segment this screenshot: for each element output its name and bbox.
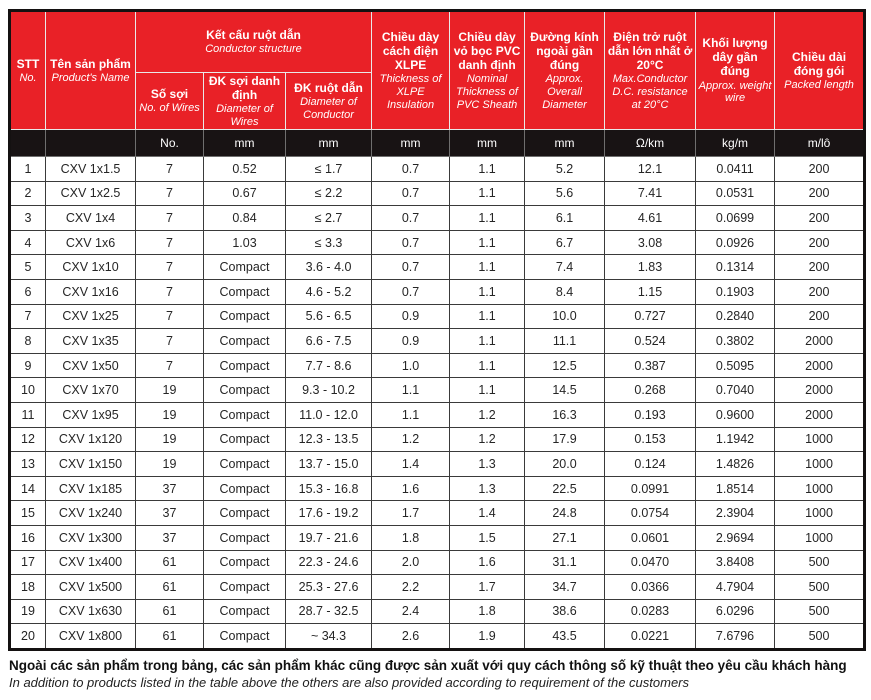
cell-no-of-wires: 7 [136, 206, 204, 231]
col-header-xlpe-vi: Chiều dày cách điện XLPE [381, 29, 440, 73]
col-header-resistance-en: Max.Conductor D.C. resistance at 20°C [612, 73, 688, 111]
cell-stt: 8 [10, 329, 46, 354]
cell-overall-diameter: 20.0 [525, 452, 605, 477]
cell-dc-resistance: 0.727 [605, 304, 696, 329]
cell-dia-of-wires: Compact [204, 402, 286, 427]
cell-weight: 1.4826 [696, 452, 775, 477]
table-row [10, 279, 865, 304]
cell-stt: 13 [10, 452, 46, 477]
cell-pvc-thickness: 1.1 [450, 230, 525, 255]
cell-dc-resistance: 1.15 [605, 279, 696, 304]
cell-no-of-wires: 61 [136, 624, 204, 650]
cell-product-name: CXV 1x120 [46, 427, 136, 452]
unit-xlpe: mm [372, 130, 450, 157]
table-row [10, 501, 865, 526]
cell-packed-length: 1000 [775, 476, 865, 501]
cell-dia-of-conductor: 7.7 - 8.6 [286, 353, 372, 378]
cell-pvc-thickness: 1.1 [450, 181, 525, 206]
cell-xlpe-thickness: 0.9 [372, 304, 450, 329]
cell-stt: 20 [10, 624, 46, 650]
cell-product-name: CXV 1x35 [46, 329, 136, 354]
cell-dc-resistance: 0.0991 [605, 476, 696, 501]
cell-product-name: CXV 1x50 [46, 353, 136, 378]
cell-dc-resistance: 0.387 [605, 353, 696, 378]
col-header-packed-en: Packed length [784, 78, 854, 91]
cell-product-name: CXV 1x10 [46, 255, 136, 280]
unit-resistance: Ω/km [605, 130, 696, 157]
cell-dia-of-wires: Compact [204, 476, 286, 501]
cell-dia-of-conductor: ≤ 2.7 [286, 206, 372, 231]
cell-packed-length: 200 [775, 157, 865, 182]
cell-dia-of-wires: Compact [204, 304, 286, 329]
cell-dia-of-conductor: 4.6 - 5.2 [286, 279, 372, 304]
col-header-dia-conductor-vi: ĐK ruột dẫn [294, 80, 363, 95]
cell-pvc-thickness: 1.9 [450, 624, 525, 650]
cell-dia-of-wires: Compact [204, 255, 286, 280]
cell-pvc-thickness: 1.1 [450, 255, 525, 280]
cell-dc-resistance: 3.08 [605, 230, 696, 255]
cell-xlpe-thickness: 0.9 [372, 329, 450, 354]
cell-product-name: CXV 1x185 [46, 476, 136, 501]
table-row [10, 575, 865, 600]
col-header-dia-conductor-en: Diameter of Conductor [300, 95, 357, 121]
cell-dia-of-conductor: 19.7 - 21.6 [286, 525, 372, 550]
col-header-weight-en: Approx. weight wire [698, 79, 772, 105]
cell-dia-of-conductor: 28.7 - 32.5 [286, 599, 372, 624]
cell-product-name: CXV 1x2.5 [46, 181, 136, 206]
cell-weight: 0.2840 [696, 304, 775, 329]
cell-pvc-thickness: 1.1 [450, 353, 525, 378]
col-header-conductor-vi: Kết cấu ruột dẫn [206, 28, 301, 43]
cell-overall-diameter: 5.6 [525, 181, 605, 206]
cell-weight: 0.1903 [696, 279, 775, 304]
col-header-od-en: Approx. Overall Diameter [542, 73, 587, 111]
cell-no-of-wires: 19 [136, 402, 204, 427]
cell-packed-length: 2000 [775, 402, 865, 427]
cell-pvc-thickness: 1.7 [450, 575, 525, 600]
col-header-product-vi: Tên sản phẩm [50, 56, 131, 71]
col-header-od-vi: Đường kính ngoài gần đúng [530, 29, 599, 73]
cell-dia-of-conductor: 22.3 - 24.6 [286, 550, 372, 575]
cell-weight: 2.3904 [696, 501, 775, 526]
cell-stt: 15 [10, 501, 46, 526]
cell-dia-of-conductor: 12.3 - 13.5 [286, 427, 372, 452]
table-row [10, 255, 865, 280]
cell-packed-length: 200 [775, 206, 865, 231]
cell-overall-diameter: 6.7 [525, 230, 605, 255]
cell-no-of-wires: 19 [136, 427, 204, 452]
cell-dc-resistance: 0.153 [605, 427, 696, 452]
cell-no-of-wires: 61 [136, 550, 204, 575]
cell-overall-diameter: 5.2 [525, 157, 605, 182]
cell-no-of-wires: 7 [136, 181, 204, 206]
cell-xlpe-thickness: 1.1 [372, 402, 450, 427]
cell-pvc-thickness: 1.5 [450, 525, 525, 550]
col-header-pvc-vi: Chiều dày vỏ bọc PVC danh định [453, 29, 521, 73]
cell-pvc-thickness: 1.1 [450, 304, 525, 329]
table-row [10, 476, 865, 501]
cell-dia-of-conductor: 11.0 - 12.0 [286, 402, 372, 427]
cell-weight: 0.1314 [696, 255, 775, 280]
cell-xlpe-thickness: 0.7 [372, 157, 450, 182]
cell-no-of-wires: 19 [136, 378, 204, 403]
unit-overall-diameter: mm [525, 130, 605, 157]
cell-xlpe-thickness: 2.2 [372, 575, 450, 600]
unit-dia-of-conductor: mm [286, 130, 372, 157]
cell-overall-diameter: 43.5 [525, 624, 605, 650]
cell-weight: 3.8408 [696, 550, 775, 575]
cell-packed-length: 200 [775, 230, 865, 255]
cell-overall-diameter: 6.1 [525, 206, 605, 231]
cell-no-of-wires: 61 [136, 599, 204, 624]
cell-no-of-wires: 7 [136, 353, 204, 378]
cell-product-name: CXV 1x630 [46, 599, 136, 624]
unit-dia-of-wires: mm [204, 130, 286, 157]
cell-xlpe-thickness: 1.0 [372, 353, 450, 378]
col-header-wires-en: No. of Wires [139, 102, 200, 115]
cell-xlpe-thickness: 1.7 [372, 501, 450, 526]
cell-dia-of-wires: Compact [204, 525, 286, 550]
cell-packed-length: 1000 [775, 452, 865, 477]
cell-overall-diameter: 17.9 [525, 427, 605, 452]
cell-stt: 16 [10, 525, 46, 550]
col-header-wires-vi: Số sợi [150, 87, 189, 102]
cell-dia-of-wires: Compact [204, 452, 286, 477]
cell-stt: 3 [10, 206, 46, 231]
cell-dia-of-wires: Compact [204, 550, 286, 575]
cell-dc-resistance: 0.0601 [605, 525, 696, 550]
cell-dia-of-conductor: ≤ 3.3 [286, 230, 372, 255]
cell-stt: 14 [10, 476, 46, 501]
cell-stt: 17 [10, 550, 46, 575]
cell-xlpe-thickness: 1.6 [372, 476, 450, 501]
footer-note [8, 651, 863, 691]
cell-xlpe-thickness: 1.1 [372, 378, 450, 403]
col-header-dc-resistance [605, 11, 696, 130]
cell-xlpe-thickness: 1.4 [372, 452, 450, 477]
col-header-pvc-thickness [450, 11, 525, 130]
cell-packed-length: 200 [775, 279, 865, 304]
table-row [10, 181, 865, 206]
col-header-dia-of-conductor [286, 73, 372, 130]
cell-no-of-wires: 7 [136, 157, 204, 182]
table-row [10, 599, 865, 624]
cell-stt: 11 [10, 402, 46, 427]
footer-note-en: In addition to products listed in the table above the others are also provided according to requirement of the customers [9, 674, 690, 690]
cell-xlpe-thickness: 2.6 [372, 624, 450, 650]
cell-no-of-wires: 61 [136, 575, 204, 600]
col-header-xlpe-en: Thickness of XLPE Insulation [379, 73, 442, 111]
cell-packed-length: 2000 [775, 329, 865, 354]
cell-product-name: CXV 1x300 [46, 525, 136, 550]
cell-dc-resistance: 0.0754 [605, 501, 696, 526]
unit-no-of-wires: No. [136, 130, 204, 157]
cell-stt: 5 [10, 255, 46, 280]
cell-xlpe-thickness: 0.7 [372, 181, 450, 206]
cell-dc-resistance: 12.1 [605, 157, 696, 182]
cell-stt: 9 [10, 353, 46, 378]
cable-spec-table [8, 9, 866, 651]
cell-dc-resistance: 1.83 [605, 255, 696, 280]
cell-packed-length: 2000 [775, 353, 865, 378]
table-row [10, 452, 865, 477]
cell-weight: 1.1942 [696, 427, 775, 452]
col-header-resistance-vi: Điện trở ruột dẫn lớn nhất ở 20°C [607, 29, 693, 73]
cell-packed-length: 2000 [775, 378, 865, 403]
cell-overall-diameter: 22.5 [525, 476, 605, 501]
cell-packed-length: 1000 [775, 501, 865, 526]
col-header-packed-length [775, 11, 865, 130]
cell-product-name: CXV 1x6 [46, 230, 136, 255]
table-row [10, 304, 865, 329]
cell-dia-of-wires: Compact [204, 378, 286, 403]
cell-dia-of-wires: 0.52 [204, 157, 286, 182]
cell-dia-of-conductor: ≤ 2.2 [286, 181, 372, 206]
cell-pvc-thickness: 1.1 [450, 206, 525, 231]
cell-dia-of-conductor: 5.6 - 6.5 [286, 304, 372, 329]
cell-pvc-thickness: 1.2 [450, 427, 525, 452]
cell-overall-diameter: 8.4 [525, 279, 605, 304]
col-header-xlpe-thickness [372, 11, 450, 130]
cell-weight: 2.9694 [696, 525, 775, 550]
cell-dia-of-wires: Compact [204, 427, 286, 452]
cell-dia-of-wires: Compact [204, 279, 286, 304]
cell-dc-resistance: 0.0366 [605, 575, 696, 600]
cell-pvc-thickness: 1.3 [450, 452, 525, 477]
cell-dc-resistance: 7.41 [605, 181, 696, 206]
cell-dia-of-wires: Compact [204, 624, 286, 650]
cell-stt: 19 [10, 599, 46, 624]
cell-dia-of-conductor: 17.6 - 19.2 [286, 501, 372, 526]
cell-pvc-thickness: 1.1 [450, 378, 525, 403]
col-header-weight [696, 11, 775, 130]
cell-weight: 0.3802 [696, 329, 775, 354]
cell-dc-resistance: 4.61 [605, 206, 696, 231]
cell-dc-resistance: 0.0283 [605, 599, 696, 624]
cell-product-name: CXV 1x16 [46, 279, 136, 304]
cell-weight: 4.7904 [696, 575, 775, 600]
cell-pvc-thickness: 1.1 [450, 329, 525, 354]
cell-packed-length: 200 [775, 304, 865, 329]
cell-no-of-wires: 7 [136, 230, 204, 255]
cell-weight: 6.0296 [696, 599, 775, 624]
cell-product-name: CXV 1x240 [46, 501, 136, 526]
cell-weight: 0.9600 [696, 402, 775, 427]
cell-no-of-wires: 37 [136, 525, 204, 550]
col-header-conductor-en: Conductor structure [205, 43, 302, 56]
cell-overall-diameter: 11.1 [525, 329, 605, 354]
table-row [10, 525, 865, 550]
cell-no-of-wires: 19 [136, 452, 204, 477]
table-header [10, 11, 865, 157]
cell-xlpe-thickness: 0.7 [372, 206, 450, 231]
cell-pvc-thickness: 1.6 [450, 550, 525, 575]
cell-dia-of-wires: 1.03 [204, 230, 286, 255]
cell-stt: 12 [10, 427, 46, 452]
cell-dc-resistance: 0.124 [605, 452, 696, 477]
col-header-packed-vi: Chiều dài đóng gói [792, 49, 847, 78]
cell-stt: 7 [10, 304, 46, 329]
cell-stt: 2 [10, 181, 46, 206]
cell-dia-of-wires: Compact [204, 329, 286, 354]
cell-product-name: CXV 1x95 [46, 402, 136, 427]
cell-no-of-wires: 7 [136, 304, 204, 329]
col-header-dia-of-wires [204, 73, 286, 130]
cell-product-name: CXV 1x1.5 [46, 157, 136, 182]
cell-product-name: CXV 1x500 [46, 575, 136, 600]
cell-dc-resistance: 0.268 [605, 378, 696, 403]
cell-weight: 0.0699 [696, 206, 775, 231]
cell-packed-length: 200 [775, 255, 865, 280]
cell-dc-resistance: 0.0470 [605, 550, 696, 575]
cell-stt: 1 [10, 157, 46, 182]
cell-stt: 6 [10, 279, 46, 304]
table-row [10, 624, 865, 650]
cell-no-of-wires: 37 [136, 501, 204, 526]
cell-weight: 0.7040 [696, 378, 775, 403]
cell-weight: 0.0531 [696, 181, 775, 206]
cell-pvc-thickness: 1.4 [450, 501, 525, 526]
cell-dia-of-conductor: 13.7 - 15.0 [286, 452, 372, 477]
cell-overall-diameter: 31.1 [525, 550, 605, 575]
cell-dia-of-conductor: 3.6 - 4.0 [286, 255, 372, 280]
table-row [10, 329, 865, 354]
table-row [10, 353, 865, 378]
table-row [10, 230, 865, 255]
cell-xlpe-thickness: 2.0 [372, 550, 450, 575]
cell-dc-resistance: 0.193 [605, 402, 696, 427]
cell-xlpe-thickness: 0.7 [372, 230, 450, 255]
cell-overall-diameter: 38.6 [525, 599, 605, 624]
col-header-weight-vi: Khối lượng dây gần đúng [702, 36, 768, 79]
cell-dc-resistance: 0.0221 [605, 624, 696, 650]
cell-xlpe-thickness: 2.4 [372, 599, 450, 624]
cell-overall-diameter: 10.0 [525, 304, 605, 329]
cell-xlpe-thickness: 1.8 [372, 525, 450, 550]
cell-packed-length: 500 [775, 550, 865, 575]
cell-stt: 10 [10, 378, 46, 403]
table-row [10, 378, 865, 403]
table-row [10, 157, 865, 182]
col-header-product-en: Product's Name [51, 71, 130, 84]
cell-product-name: CXV 1x4 [46, 206, 136, 231]
cell-pvc-thickness: 1.1 [450, 157, 525, 182]
cell-product-name: CXV 1x800 [46, 624, 136, 650]
col-header-dia-wires-vi: ĐK sợi danh định [208, 73, 281, 102]
cell-dia-of-wires: Compact [204, 599, 286, 624]
cell-pvc-thickness: 1.2 [450, 402, 525, 427]
cell-weight: 0.0411 [696, 157, 775, 182]
cell-packed-length: 500 [775, 624, 865, 650]
cell-dia-of-wires: 0.84 [204, 206, 286, 231]
cell-dia-of-wires: 0.67 [204, 181, 286, 206]
col-header-dia-wires-en: Diameter of Wires [216, 103, 273, 128]
cell-packed-length: 1000 [775, 525, 865, 550]
cell-stt: 18 [10, 575, 46, 600]
table-body [10, 157, 865, 650]
cell-overall-diameter: 16.3 [525, 402, 605, 427]
cell-product-name: CXV 1x150 [46, 452, 136, 477]
col-header-stt [10, 11, 46, 130]
cell-dia-of-conductor: 6.6 - 7.5 [286, 329, 372, 354]
footer-note-vi: Ngoài các sản phẩm trong bảng, các sản phẩm khác cũng được sản xuất với quy cách thông số kỹ thuật theo yêu cầu khách hàng [9, 657, 847, 673]
table-row [10, 427, 865, 452]
cell-dc-resistance: 0.524 [605, 329, 696, 354]
cell-product-name: CXV 1x25 [46, 304, 136, 329]
cell-no-of-wires: 7 [136, 279, 204, 304]
cell-overall-diameter: 7.4 [525, 255, 605, 280]
cell-no-of-wires: 7 [136, 255, 204, 280]
col-header-stt-en: No. [19, 71, 37, 84]
cell-product-name: CXV 1x400 [46, 550, 136, 575]
cell-product-name: CXV 1x70 [46, 378, 136, 403]
table-row [10, 206, 865, 231]
cell-dia-of-conductor: 9.3 - 10.2 [286, 378, 372, 403]
cell-packed-length: 200 [775, 181, 865, 206]
unit-weight: kg/m [696, 130, 775, 157]
col-header-pvc-en: Nominal Thickness of PVC Sheath [456, 73, 518, 111]
cell-dia-of-conductor: ≤ 1.7 [286, 157, 372, 182]
col-header-stt-vi: STT [16, 56, 40, 71]
cell-dia-of-wires: Compact [204, 575, 286, 600]
cell-pvc-thickness: 1.8 [450, 599, 525, 624]
cell-weight: 0.5095 [696, 353, 775, 378]
cell-packed-length: 1000 [775, 427, 865, 452]
col-header-conductor-structure [136, 11, 372, 73]
cell-dia-of-conductor: 15.3 - 16.8 [286, 476, 372, 501]
cell-dia-of-wires: Compact [204, 353, 286, 378]
col-header-no-of-wires [136, 73, 204, 130]
cell-xlpe-thickness: 0.7 [372, 279, 450, 304]
cell-weight: 0.0926 [696, 230, 775, 255]
cell-dia-of-conductor: ~ 34.3 [286, 624, 372, 650]
cell-weight: 7.6796 [696, 624, 775, 650]
cell-overall-diameter: 14.5 [525, 378, 605, 403]
table-row [10, 550, 865, 575]
cell-stt: 4 [10, 230, 46, 255]
unit-empty-stt [10, 130, 46, 157]
cell-no-of-wires: 7 [136, 329, 204, 354]
unit-pvc: mm [450, 130, 525, 157]
cell-xlpe-thickness: 1.2 [372, 427, 450, 452]
unit-empty-product [46, 130, 136, 157]
table-row [10, 402, 865, 427]
cell-dia-of-conductor: 25.3 - 27.6 [286, 575, 372, 600]
cell-overall-diameter: 12.5 [525, 353, 605, 378]
cell-pvc-thickness: 1.1 [450, 279, 525, 304]
cell-packed-length: 500 [775, 575, 865, 600]
cell-pvc-thickness: 1.3 [450, 476, 525, 501]
cell-no-of-wires: 37 [136, 476, 204, 501]
cell-overall-diameter: 24.8 [525, 501, 605, 526]
cell-weight: 1.8514 [696, 476, 775, 501]
cell-packed-length: 500 [775, 599, 865, 624]
cell-xlpe-thickness: 0.7 [372, 255, 450, 280]
unit-packed-length: m/lô [775, 130, 865, 157]
cell-overall-diameter: 27.1 [525, 525, 605, 550]
cell-dia-of-wires: Compact [204, 501, 286, 526]
col-header-overall-diameter [525, 11, 605, 130]
cell-overall-diameter: 34.7 [525, 575, 605, 600]
col-header-product-name [46, 11, 136, 130]
